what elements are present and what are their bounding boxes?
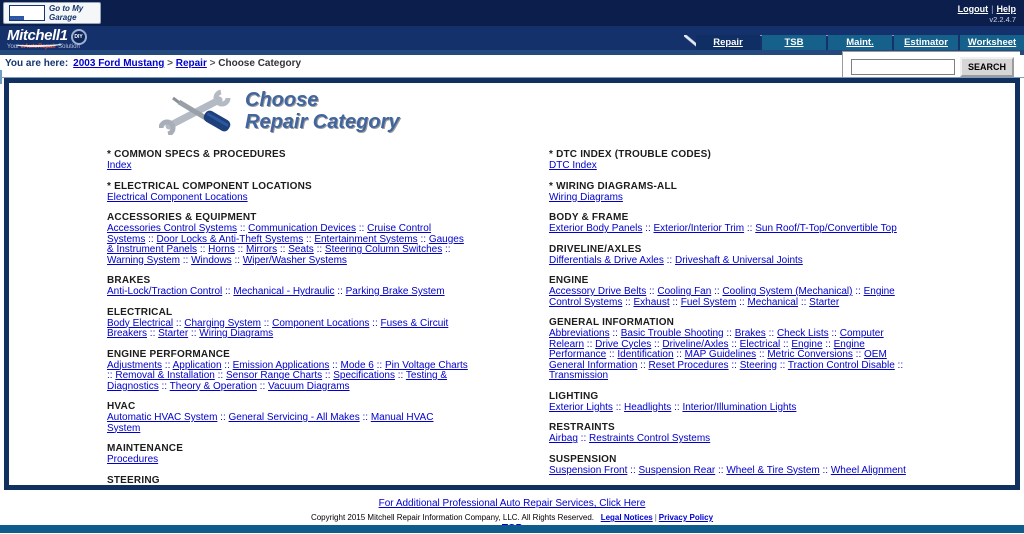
category-links <box>107 361 469 393</box>
category-section <box>107 443 469 466</box>
help-link[interactable]: Help <box>996 4 1016 14</box>
link-separator: :: <box>260 317 273 329</box>
category-heading: DRIVELINE/AXLES <box>549 243 642 255</box>
category-links <box>107 487 469 491</box>
category-link[interactable]: DTC Index <box>549 160 597 171</box>
link-separator: :: <box>417 233 429 245</box>
category-link[interactable]: Interior/Illumination Lights <box>682 401 797 413</box>
category-link[interactable] <box>232 486 306 491</box>
bottom-bar <box>0 525 1024 533</box>
category-section <box>549 181 911 204</box>
category-section <box>549 275 911 308</box>
logo-tagline: Your eAutoRepair Solution <box>7 44 80 50</box>
category-links <box>549 287 911 308</box>
link-separator: :: <box>819 464 831 476</box>
link-separator: :: <box>237 223 249 234</box>
category-section <box>107 149 469 172</box>
link-separator: :: <box>776 359 788 371</box>
category-link[interactable]: Cooling Fan <box>657 286 712 297</box>
link-separator: :: <box>828 328 840 339</box>
search-button[interactable]: SEARCH <box>960 57 1014 77</box>
category-link[interactable]: OEM General Information <box>549 349 887 371</box>
category-section <box>107 349 469 393</box>
category-link[interactable]: Electrical <box>739 338 781 350</box>
link-separator: :: <box>584 338 596 350</box>
category-links <box>107 287 469 298</box>
logo-wordmark: Mitchell1 <box>7 27 68 44</box>
tab-maint[interactable]: Maint. <box>828 35 892 50</box>
category-column-left <box>107 149 469 490</box>
category-link[interactable]: Entertainment Systems <box>314 233 418 245</box>
category-link[interactable]: Mechanical <box>747 296 799 308</box>
link-separator: :: <box>736 296 748 308</box>
link-separator: :: <box>728 359 740 371</box>
link-separator: :: <box>780 338 792 350</box>
go-to-my-garage-button[interactable] <box>3 2 101 24</box>
link-separator: :: <box>651 338 663 350</box>
category-links <box>107 193 469 204</box>
page-title-block <box>159 89 1015 135</box>
crossed-tools-icon <box>159 89 233 135</box>
copyright-text: Copyright 2015 Mitchell Repair Information Company, LLC. All Rights Reserved. <box>310 513 595 522</box>
link-separator: :: <box>711 286 723 297</box>
link-separator: :: <box>669 296 681 308</box>
logout-link[interactable]: Logout <box>957 4 989 14</box>
category-link[interactable]: Accessory Drive Belts <box>549 286 647 297</box>
category-links <box>107 224 469 266</box>
category-section <box>107 401 469 434</box>
link-separator: :: <box>231 254 243 266</box>
category-links <box>107 319 469 340</box>
category-link[interactable]: Airbag <box>549 433 578 444</box>
link-separator: :: <box>256 380 269 392</box>
category-link[interactable]: Mechanical - Hydraulic <box>233 286 335 297</box>
category-link[interactable]: Basic Trouble Shooting <box>620 328 724 339</box>
category-link[interactable]: Adjustments <box>107 359 163 371</box>
category-link[interactable]: Wiring Diagrams <box>199 328 274 339</box>
category-section <box>549 454 911 477</box>
breadcrumb-items <box>73 58 301 69</box>
category-section <box>107 275 469 298</box>
link-separator: :: <box>188 328 200 339</box>
category-heading: LIGHTING <box>549 390 599 402</box>
category-link[interactable]: Application <box>172 359 222 371</box>
link-divider: | <box>654 513 657 522</box>
link-separator: :: <box>334 286 346 297</box>
category-links <box>549 466 911 477</box>
category-heading: * ELECTRICAL COMPONENT LOCATIONS <box>107 180 312 192</box>
link-separator: :: <box>637 359 649 371</box>
category-links <box>549 403 911 414</box>
category-links <box>107 455 469 466</box>
category-link[interactable]: Cooling System (Mechanical) <box>722 286 853 297</box>
category-heading: SUSPENSION <box>549 453 617 465</box>
category-link[interactable]: Mode 6 <box>340 359 374 371</box>
session-links <box>958 4 1016 14</box>
category-link[interactable]: Metric Conversions <box>767 349 853 360</box>
link-separator: :: <box>147 328 159 339</box>
category-link[interactable]: Wiring Diagrams <box>549 191 623 203</box>
link-separator: :: <box>728 338 740 350</box>
main-panel <box>4 78 1020 490</box>
copyright-line <box>0 513 1024 522</box>
category-section <box>549 149 911 172</box>
search-input[interactable] <box>851 59 955 75</box>
category-links <box>549 224 911 235</box>
link-separator: :: <box>627 464 639 476</box>
category-link[interactable]: Abbreviations <box>549 328 610 339</box>
category-link[interactable]: Exhaust <box>633 296 670 308</box>
link-separator: :: <box>715 464 727 476</box>
category-link[interactable]: Charging System <box>184 317 261 329</box>
category-link[interactable]: Exterior Body Panels <box>549 223 643 234</box>
category-heading: BRAKES <box>107 275 151 286</box>
category-link[interactable]: Exterior/Interior Trim <box>653 223 745 234</box>
category-link[interactable]: Door Locks & Anti-Theft Systems <box>156 233 304 245</box>
link-separator: :: <box>612 401 625 413</box>
category-links <box>107 413 469 434</box>
category-heading: RESTRAINTS <box>549 422 615 433</box>
link-separator: :: <box>756 349 768 360</box>
breadcrumb-separator: > <box>206 58 219 69</box>
category-link[interactable]: Engine Control Systems <box>549 286 895 308</box>
link-separator: :: <box>197 244 209 255</box>
category-link[interactable]: Automatic HVAC System <box>107 412 218 423</box>
link-separator: :: <box>852 349 865 360</box>
category-links <box>549 193 911 204</box>
breadcrumb-link[interactable]: Repair <box>175 58 207 69</box>
link-separator: :: <box>642 223 654 234</box>
page-title-line1: Choose <box>245 89 319 111</box>
category-heading: ENGINE <box>549 275 589 286</box>
category-section <box>107 307 469 340</box>
category-link[interactable]: Windows <box>191 254 232 266</box>
link-separator: :: <box>723 328 735 339</box>
link-separator: :: <box>313 244 325 255</box>
mitchell1-logo <box>7 27 87 50</box>
category-link[interactable]: Check Lists <box>776 328 829 339</box>
link-separator: :: <box>214 370 226 381</box>
category-link[interactable]: Anti-Lock/Traction Control <box>107 286 223 297</box>
link-separator: :: <box>671 401 683 413</box>
link-separator: :: <box>744 223 756 234</box>
link-separator: :: <box>663 254 675 266</box>
category-columns <box>9 137 1015 490</box>
category-heading: ENGINE PERFORMANCE <box>107 348 231 360</box>
tab-repair[interactable]: Repair <box>696 35 760 50</box>
category-link[interactable]: Electrical Component Locations <box>107 191 248 203</box>
category-links <box>107 161 469 172</box>
category-link[interactable]: Specifications <box>333 370 395 381</box>
category-link[interactable]: Exterior Lights <box>549 401 613 413</box>
category-link[interactable]: Suspension Rear <box>638 464 716 476</box>
category-link[interactable]: Cruise Control Systems <box>107 223 432 245</box>
category-link[interactable]: Communication Devices <box>248 223 356 234</box>
category-link[interactable] <box>107 486 220 491</box>
privacy-policy-link[interactable]: Privacy Policy <box>658 513 714 522</box>
category-link[interactable]: Warning System <box>107 254 180 266</box>
category-section <box>549 317 911 382</box>
category-links <box>549 161 911 172</box>
category-links <box>549 256 911 267</box>
category-section <box>549 391 911 414</box>
category-link[interactable]: Accessories Control Systems <box>107 223 238 234</box>
breadcrumb-current: Choose Category <box>218 58 302 69</box>
link-separator: :: <box>369 317 381 329</box>
category-link[interactable]: Driveline/Axles <box>662 338 729 350</box>
category-section <box>107 212 469 266</box>
category-link[interactable]: Engine <box>791 338 823 350</box>
category-link[interactable]: Wheel Alignment <box>830 464 906 476</box>
link-separator: :: <box>162 359 173 371</box>
link-separator: :: <box>359 412 371 423</box>
nav-tabs <box>696 35 1024 50</box>
page-title <box>245 89 400 133</box>
category-link[interactable]: Identification <box>617 349 674 360</box>
category-links <box>549 329 911 382</box>
link-separator: :: <box>609 328 621 339</box>
link-separator: :: <box>798 296 810 308</box>
breadcrumb-row <box>0 55 1024 78</box>
category-links <box>549 434 911 445</box>
tab-tsb[interactable]: TSB <box>762 35 826 50</box>
category-heading: BODY & FRAME <box>549 212 629 223</box>
category-link[interactable]: Procedures <box>107 454 159 465</box>
link-separator: :: <box>622 296 634 308</box>
category-link[interactable]: Theory & Operation <box>169 380 257 392</box>
tab-estimator[interactable]: Estimator <box>894 35 958 50</box>
link-separator: :: <box>765 328 777 339</box>
category-link[interactable]: Fuses & Circuit Breakers <box>107 317 449 339</box>
category-section <box>107 475 469 491</box>
link-separator: :: <box>303 233 315 245</box>
link-separator <box>220 486 231 491</box>
category-link[interactable]: Wheel & Tire System <box>726 464 820 476</box>
category-heading: HVAC <box>107 401 136 412</box>
category-column-right <box>549 149 911 485</box>
category-heading: ELECTRICAL <box>107 306 173 318</box>
link-separator: :: <box>606 349 618 360</box>
link-separator: :: <box>673 349 685 360</box>
link-separator: :: <box>394 370 406 381</box>
category-link[interactable]: Horns <box>208 244 235 255</box>
link-separator: :: <box>852 286 864 297</box>
category-link[interactable]: Sun Roof/T-Top/Convertible Top <box>755 223 897 234</box>
category-heading: STEERING <box>107 474 160 486</box>
page-title-line2: Repair Category <box>245 111 400 133</box>
top-bar <box>0 0 1024 26</box>
diy-badge-icon: DIY <box>71 29 87 45</box>
category-link[interactable]: Suspension Front <box>549 464 628 476</box>
link-separator: :: <box>222 286 234 297</box>
category-link[interactable]: Parking Brake System <box>345 286 445 297</box>
version-label: v2.2.4.7 <box>989 15 1016 24</box>
legal-notices-link[interactable]: Legal Notices <box>600 513 653 522</box>
category-heading: GENERAL INFORMATION <box>549 317 675 328</box>
link-separator: :: <box>646 286 658 297</box>
go-to-my-garage-label: Go to My Garage <box>49 3 84 22</box>
breadcrumb-prefix: You are here: <box>5 58 69 69</box>
link-separator: :: <box>277 244 289 255</box>
tab-worksheet[interactable]: Worksheet <box>960 35 1024 50</box>
category-link[interactable]: Steering Column Switches <box>324 244 443 255</box>
category-link[interactable]: Emission Applications <box>232 359 330 371</box>
category-heading: * COMMON SPECS & PROCEDURES <box>107 149 286 160</box>
category-heading: * WIRING DIAGRAMS-ALL <box>549 180 678 192</box>
link-separator: :: <box>894 359 904 371</box>
breadcrumb-separator: > <box>164 58 176 69</box>
link-separator: :: <box>577 433 590 444</box>
category-link[interactable]: Index <box>107 160 132 171</box>
category-link[interactable]: Transmission <box>549 370 609 381</box>
category-link[interactable]: Body Electrical <box>107 317 174 329</box>
category-link[interactable]: Testing & Diagnostics <box>107 370 448 392</box>
category-link[interactable]: Restraints Control Systems <box>589 433 711 444</box>
additional-services-link[interactable]: For Additional Professional Auto Repair Services, Click Here <box>378 498 646 509</box>
link-separator: :: <box>822 338 834 350</box>
breadcrumb <box>5 58 301 69</box>
link-separator: :: <box>217 412 229 423</box>
category-link[interactable]: Manual HVAC System <box>107 412 434 434</box>
category-link[interactable]: Traction Control Disable <box>787 359 895 371</box>
category-link[interactable]: Sensor Range Charts <box>225 370 323 381</box>
category-heading: ACCESSORIES & EQUIPMENT <box>107 212 257 223</box>
category-section <box>549 212 911 235</box>
link-separator: :: <box>329 359 341 371</box>
category-link[interactable]: Wiper/Washer Systems <box>242 254 347 266</box>
category-link[interactable]: Vacuum Diagrams <box>268 380 350 392</box>
category-link[interactable]: MAP Guidelines <box>684 349 757 360</box>
category-link[interactable]: Component Locations <box>272 317 370 329</box>
link-separator: :: <box>107 370 116 381</box>
link-separator: :: <box>373 359 385 371</box>
category-link[interactable]: Seats <box>288 244 314 255</box>
link-separator: :: <box>158 380 170 392</box>
category-link[interactable]: Differentials & Drive Axles <box>549 254 664 266</box>
link-separator: :: <box>179 254 192 266</box>
brand-bar <box>0 26 1024 50</box>
category-heading: * DTC INDEX (TROUBLE CODES) <box>549 149 712 160</box>
category-link[interactable]: Steering <box>739 359 777 371</box>
category-link[interactable]: Starter <box>158 328 189 339</box>
link-divider: | <box>991 4 994 14</box>
category-heading: MAINTENANCE <box>107 443 184 454</box>
category-link[interactable]: Drive Cycles <box>595 338 652 350</box>
category-link[interactable]: Mirrors <box>245 244 278 255</box>
category-link[interactable]: Driveshaft & Universal Joints <box>674 254 803 266</box>
category-link[interactable]: Fuel System <box>680 296 737 308</box>
category-link[interactable]: Removal & Installation <box>115 370 215 381</box>
link-separator: :: <box>173 317 185 329</box>
link-separator: :: <box>442 244 451 255</box>
link-separator: :: <box>234 244 246 255</box>
category-link[interactable]: Headlights <box>624 401 672 413</box>
breadcrumb-link[interactable]: 2003 Ford Mustang <box>73 58 165 69</box>
category-link[interactable]: Gauges & Instrument Panels <box>107 233 464 255</box>
category-link[interactable]: Computer Relearn <box>549 328 884 350</box>
category-link[interactable]: Starter <box>809 296 840 308</box>
my-cars-plate-icon: ······· <box>9 5 45 21</box>
link-separator: :: <box>145 233 157 245</box>
link-separator: :: <box>322 370 334 381</box>
link-separator: :: <box>356 223 368 234</box>
category-link[interactable]: Pin Voltage Charts <box>384 359 468 371</box>
category-link[interactable]: Brakes <box>734 328 766 339</box>
category-link[interactable]: General Servicing - All Makes <box>228 412 360 423</box>
category-section <box>549 244 911 267</box>
link-separator: :: <box>221 359 233 371</box>
category-link[interactable]: Engine Performance <box>549 338 865 360</box>
category-link[interactable]: Reset Procedures <box>648 359 729 371</box>
category-section <box>549 422 911 445</box>
category-section <box>107 181 469 204</box>
